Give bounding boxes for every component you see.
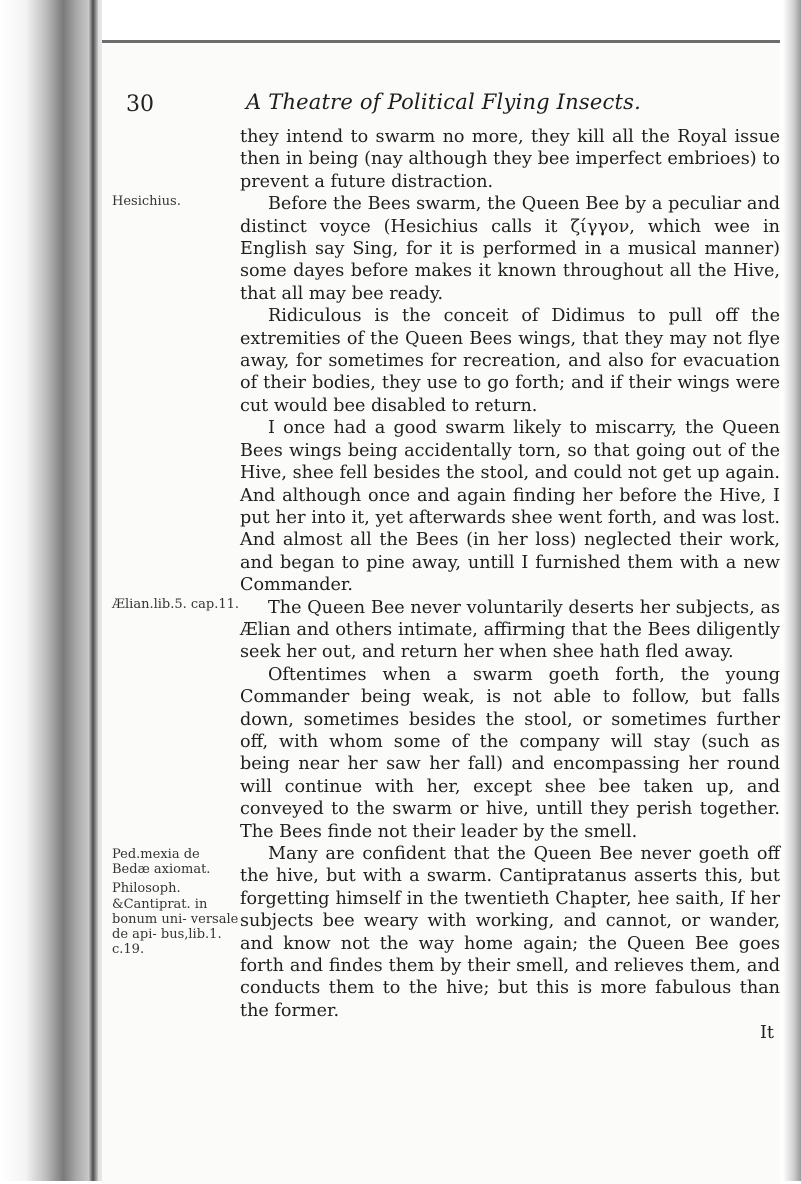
paragraph-4: I once had a good swarm likely to miscarry, the Queen Bees wings being accidentally torn, so that going out of the Hive, shee fell besides the stool, and could not get up again. And although once and again finding her before the Hive, I put her into it, yet afterwards shee went forth, and was lost. And almost all the Bees (in her loss) neglected their work, and began to pine away, untill I furnished them with a new Commander. bbox=[240, 418, 780, 596]
book-binding-gutter bbox=[0, 0, 102, 1181]
running-title: A Theatre of Political Flying Insects. bbox=[246, 90, 641, 114]
binding-shadow bbox=[88, 0, 98, 1181]
margin-note-philosoph: Philosoph. bbox=[112, 881, 181, 896]
paragraph-7: Many are confident that the Queen Bee never goeth off the hive, but with a swarm. Cantipratanus asserts this, but forgetting himself in the twentieth Chapter, hee saith, If her subjects bee weary with working, and cannot, or wander, and know not the way home again; the Queen Bee goes forth and findes them by their smell, and relieves them, and conducts them to the hive; but this is more fabulous than the former. bbox=[240, 844, 780, 1021]
page-number: 30 bbox=[126, 92, 154, 117]
body-text bbox=[240, 126, 780, 1045]
margin-note-hesichius: Hesichius. bbox=[112, 194, 181, 209]
paragraph-3: Ridiculous is the conceit of Didimus to pull off the extremities of the Queen Bees wings, that they may not flye away, for sometimes for recreation, and also for evacuation of their bodies, they use to go forth; and if their wings were cut would bee disabled to return. bbox=[240, 306, 780, 416]
paragraph-1: they intend to swarm no more, they kill all the Royal issue then in being (nay although they bee imperfect embrioes) to prevent a future distraction. bbox=[240, 127, 780, 192]
paragraph-6: Oftentimes when a swarm goeth forth, the young Commander being weak, is not able to follow, but falls down, sometimes besides the stool, or sometimes further off, with whom some of the company will stay (such as being near her saw her fall) and encompassing her round will continue with her, except shee bee taken up, and conveyed to the swarm or hive, untill they perish together. The Bees finde not their leader by the smell. bbox=[240, 664, 780, 842]
paragraph-2: Before the Bees swarm, the Queen Bee by a peculiar and distinct voyce (Hesichius calls it ζίγγον, which wee in English say Sing, for it is performed in a musical manner) some dayes before makes it known throughout all the Hive, that all may bee ready. bbox=[240, 194, 780, 304]
margin-note-mexia: Ped.mexia de Bedæ axiomat. bbox=[112, 847, 211, 877]
margin-note-aelian: Ælian.lib.5. cap.11. bbox=[112, 597, 240, 612]
page-edge-shadow bbox=[783, 0, 801, 1181]
margin-note-cantipratanus: &Cantiprat. in bonum uni- versale de api- bus,lib.1. c.19. bbox=[112, 897, 239, 957]
paragraph-5: The Queen Bee never voluntarily deserts her subjects, as Ælian and others intimate, affirming that the Bees diligently seek her out, and return her when shee hath fled away. bbox=[240, 597, 780, 663]
catchword: It bbox=[759, 1023, 774, 1044]
